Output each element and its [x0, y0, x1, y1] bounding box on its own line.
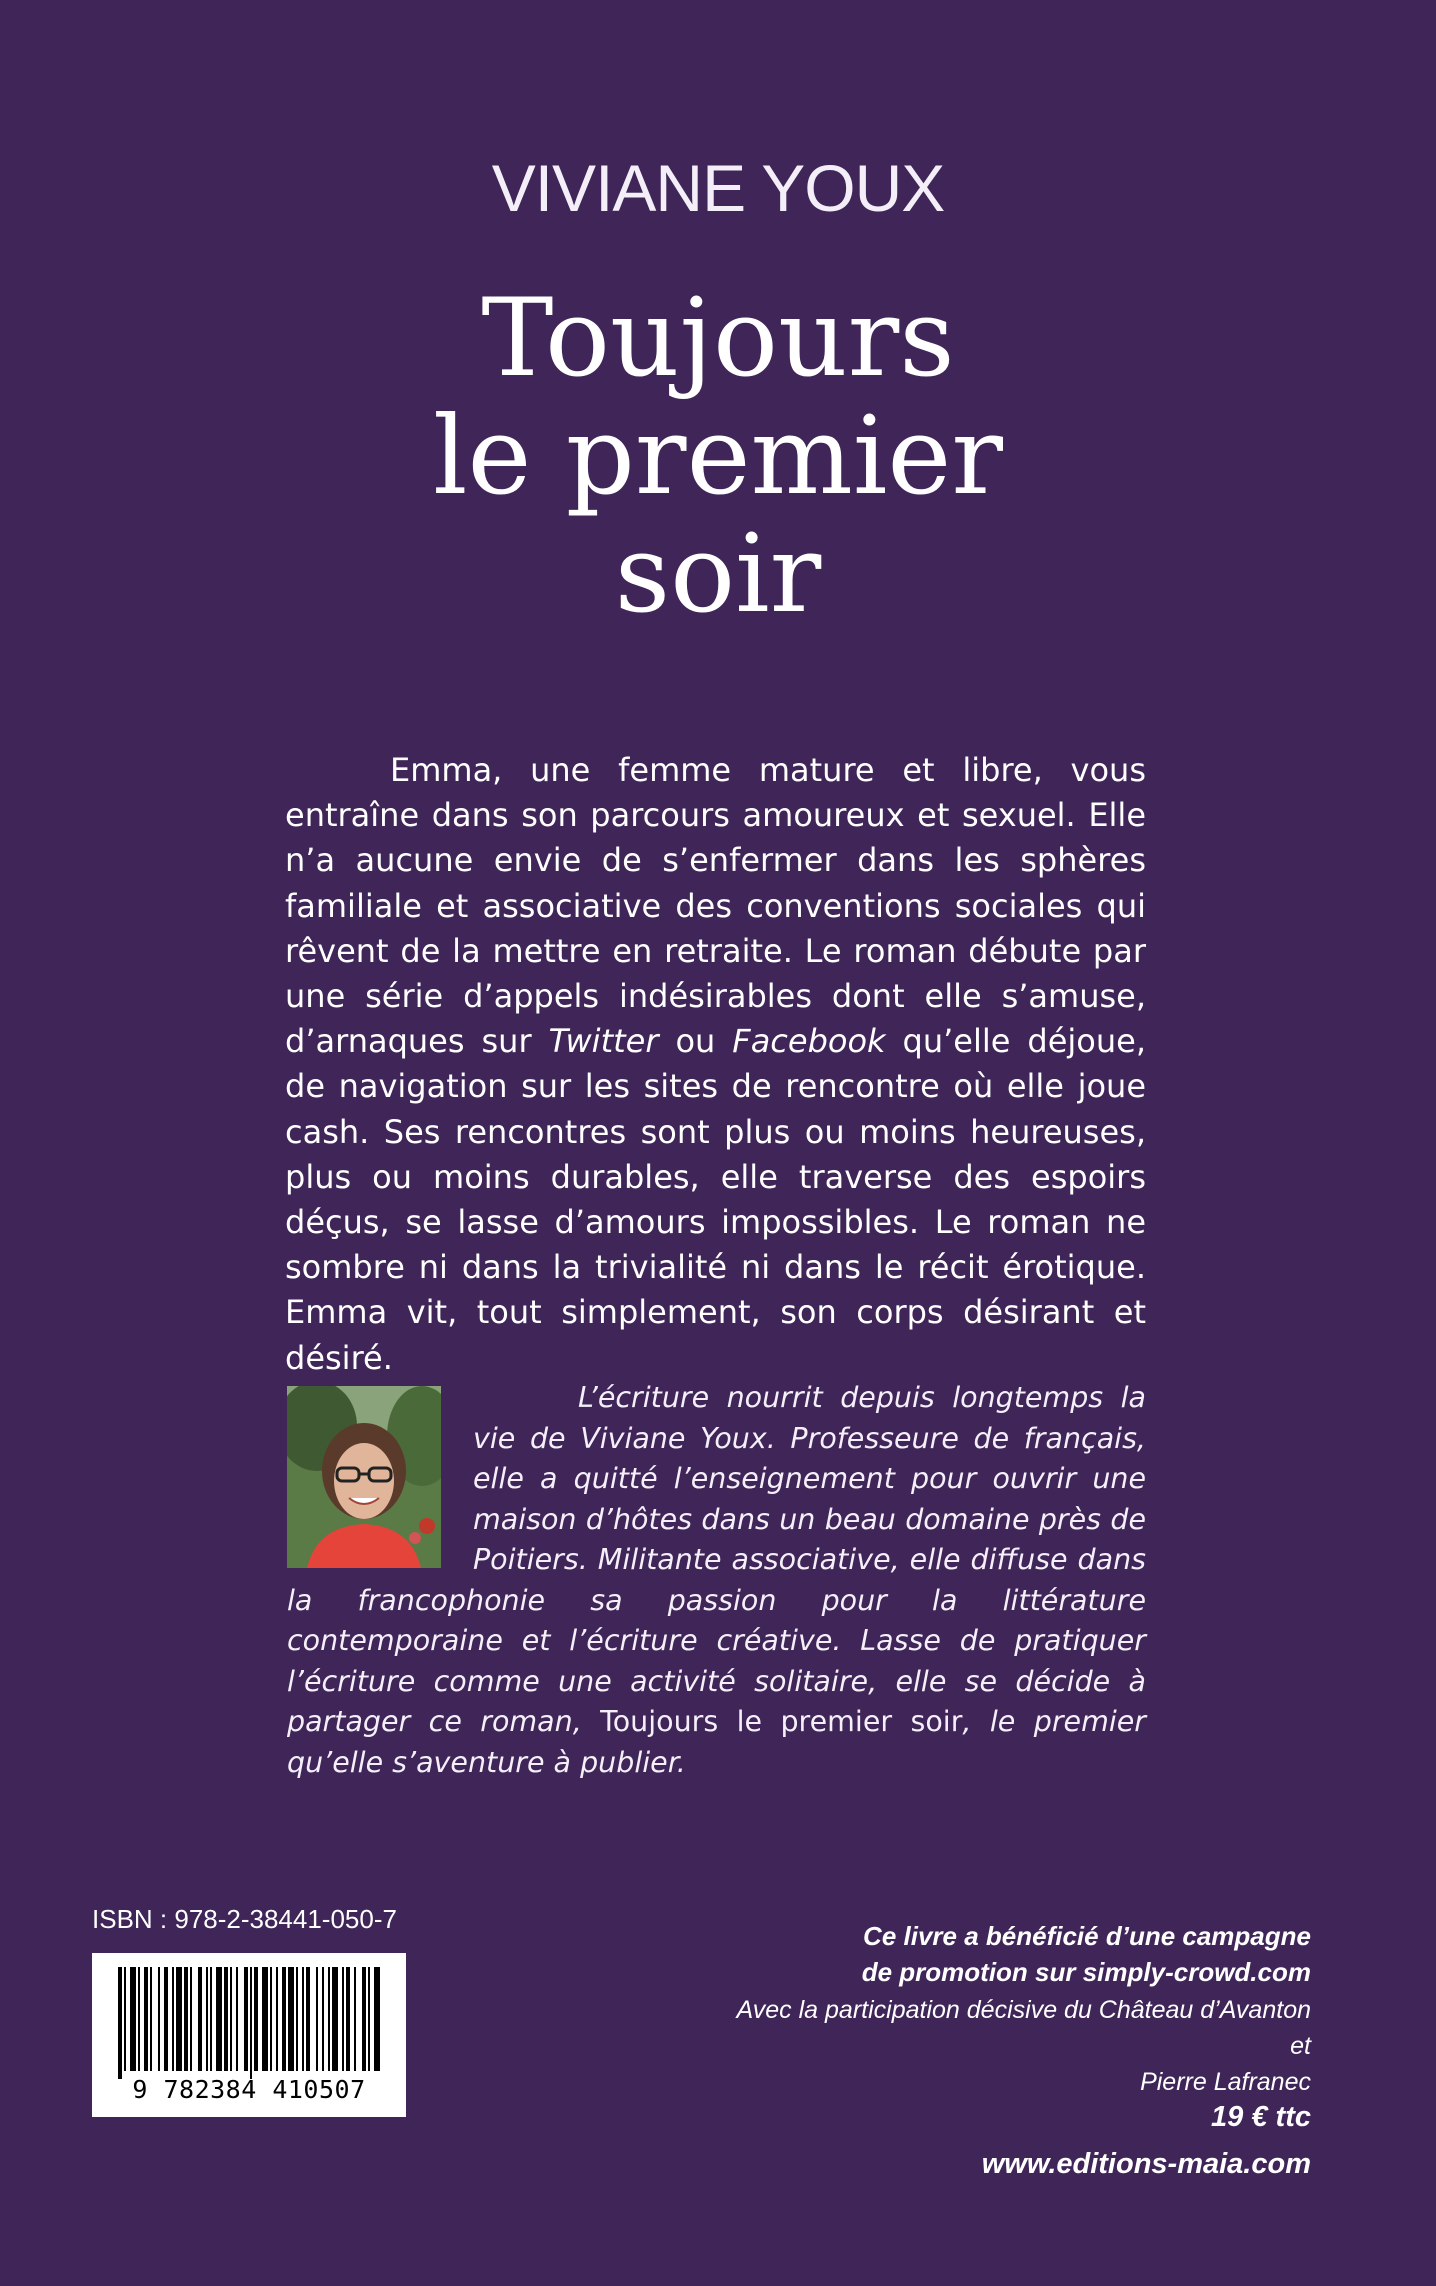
barcode-bar [276, 1967, 278, 2071]
barcode-bar [150, 1967, 152, 2071]
barcode-bar [206, 1967, 208, 2071]
isbn-label: ISBN : 978-2-38441-050-7 [92, 1904, 397, 1934]
barcode-bar [118, 1967, 122, 2079]
title-line-1: Toujours [481, 276, 955, 401]
barcode-bar [210, 1967, 212, 2071]
barcode-bar [262, 1967, 268, 2071]
photo-spacer [287, 1378, 473, 1564]
barcode-bar [342, 1967, 344, 2071]
barcode-bar [296, 1967, 298, 2071]
barcode-bar [332, 1967, 338, 2071]
blurb-or: ou [658, 1022, 733, 1061]
campaign-note [711, 1918, 1311, 1990]
title-line-2: le premier [433, 394, 1003, 519]
barcode-bar [164, 1967, 168, 2071]
participation-line-1: Avec la participation décisive du Château d’Avanton et [736, 1996, 1311, 2060]
barcode-bar [244, 1967, 248, 2071]
barcode-bar [158, 1967, 160, 2071]
barcode-bar [130, 1967, 136, 2071]
bio-book-title: Toujours le premier soir [600, 1705, 963, 1738]
title-line-3: soir [614, 512, 822, 637]
barcode-bar [190, 1967, 192, 2071]
barcode-number: 9 782384 410507 [132, 2075, 366, 2104]
barcode-bar [144, 1967, 148, 2071]
author-bio [287, 1378, 1146, 1783]
barcode-bar [216, 1967, 222, 2071]
blurb-text-2: qu’elle déjoue, de navigation sur les sites de rencontre où elle joue cash. Ses rencontres sont plus ou moins heureuses, plus ou moins durables, elle traverse des espoirs déçus, se lasse d’amours impossibles. Le roman ne sombre ni dans la trivialité ni dans le récit érotique. Emma vit, tout simplement, son corps désirant et désiré. [285, 1022, 1147, 1377]
barcode [92, 1953, 406, 2117]
barcode-bar [316, 1967, 318, 2071]
barcode-bar [184, 1967, 188, 2071]
blurb-text-1: Emma, une femme mature et libre, vous entraîne dans son parcours amoureux et sexuel. Elle n’a aucune envie de s’enfermer dans les sphères familiale et associative des conventions sociales qui rêvent de la mettre en retraite. Le roman débute par une série d’appels indésirables dont elle s’amuse, d’arnaques sur [285, 751, 1146, 1061]
barcode-bar [230, 1967, 232, 2071]
blurb-paragraph [285, 748, 1146, 1381]
campaign-line-1: Ce livre a bénéficié d’une campagne [863, 1921, 1311, 1951]
barcode-bar [254, 1967, 258, 2071]
blurb-facebook: Facebook [732, 1022, 886, 1061]
book-title [0, 276, 1436, 637]
barcode-bar [224, 1967, 228, 2071]
barcode-bar [270, 1967, 272, 2071]
bio-text-1: L’écriture nourrit depuis longtemps la vie de Viviane Youx. Professeure de français, elle a quitté l’enseignement pour ouvrir une maison d’hôtes dans un beau domaine près de Poitiers. Militante associative, elle diffuse dans la francophonie sa passion pour la littérature contemporaine et l’écriture créative. Lasse de pratiquer l’écriture comme une activité solitaire, elle se décide à partager ce roman, [287, 1381, 1146, 1738]
price: 19 € ttc [1211, 2101, 1311, 2133]
barcode-bar [198, 1967, 202, 2071]
barcode-bar [328, 1967, 330, 2071]
barcode-bar [354, 1967, 356, 2071]
barcode-bar [306, 1967, 310, 2071]
barcode-bar [288, 1967, 294, 2071]
bio-text-2: , le premier qu’elle s’aventure à publier. [287, 1705, 1147, 1779]
blurb-twitter: Twitter [548, 1022, 659, 1061]
barcode-bar [302, 1967, 304, 2071]
barcode-bar [368, 1967, 370, 2071]
barcode-bar [362, 1967, 366, 2071]
participation-note [711, 1992, 1311, 2100]
book-blurb [285, 748, 1146, 1381]
barcode-bar [282, 1967, 286, 2071]
barcode-bar [236, 1967, 238, 2071]
barcode-bar [138, 1967, 140, 2071]
barcode-bar [374, 1967, 380, 2071]
participation-line-2: Pierre Lafranec [1140, 2068, 1311, 2096]
barcode-bar [176, 1967, 182, 2071]
barcode-bar [346, 1967, 350, 2071]
barcode-bar [250, 1967, 252, 2079]
publisher-website: www.editions-maia.com [981, 2148, 1311, 2180]
barcode-bar [172, 1967, 174, 2071]
barcode-bar [322, 1967, 324, 2071]
barcode-bar [124, 1967, 126, 2071]
campaign-line-2: de promotion sur simply-crowd.com [861, 1957, 1311, 1987]
author-name: VIVIANE YOUX [491, 151, 945, 225]
